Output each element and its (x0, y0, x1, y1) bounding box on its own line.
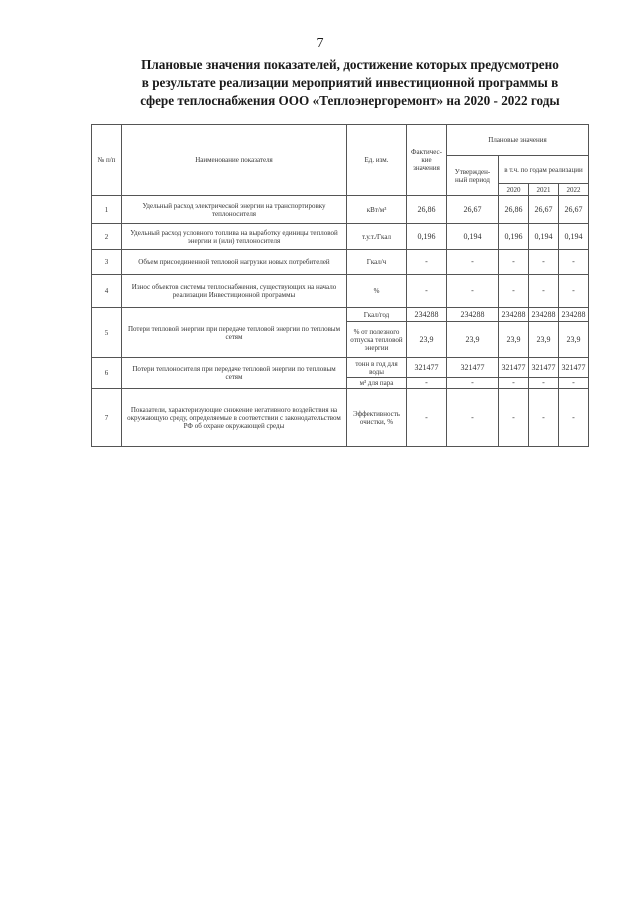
year-2020-value: 234288 (499, 308, 529, 322)
approved-value: 321477 (447, 358, 499, 378)
header-year-2020: 2020 (499, 184, 529, 196)
header-planned: Плановые значения (447, 125, 589, 156)
approved-value: - (447, 378, 499, 389)
year-2022-value: - (559, 250, 589, 275)
year-2022-value: 26,67 (559, 196, 589, 224)
year-2020-value: 23,9 (499, 322, 529, 358)
actual-value: 26,86 (407, 196, 447, 224)
row-number: 7 (92, 389, 122, 447)
year-2020-value: 0,196 (499, 224, 529, 250)
year-2020-value: - (499, 389, 529, 447)
table-row (92, 250, 589, 275)
approved-value: - (447, 250, 499, 275)
unit-cell: Гкал/ч (347, 250, 407, 275)
header-by-years: в т.ч. по годам реализации (499, 156, 589, 184)
year-2021-value: 23,9 (529, 322, 559, 358)
unit-cell: Гкал/год (347, 308, 407, 322)
indicator-name: Потери тепловой энергии при передаче тепловой энергии по тепловым сетям (122, 308, 347, 358)
actual-value: 23,9 (407, 322, 447, 358)
approved-value: 0,194 (447, 224, 499, 250)
row-number: 2 (92, 224, 122, 250)
actual-value: 321477 (407, 358, 447, 378)
year-2022-value: 234288 (559, 308, 589, 322)
row-number: 1 (92, 196, 122, 224)
indicator-name: Износ объектов системы теплоснабжения, существующих на начало реализации Инвестиционной программы (122, 275, 347, 308)
actual-value: 234288 (407, 308, 447, 322)
indicator-name: Потери теплоносителя при передаче тепловой энергии по тепловым сетям (122, 358, 347, 389)
year-2021-value: - (529, 389, 559, 447)
unit-cell: тонн в год для воды (347, 358, 407, 378)
page-number: 7 (316, 36, 324, 51)
year-2021-value: - (529, 378, 559, 389)
approved-value: 23,9 (447, 322, 499, 358)
year-2020-value: 26,86 (499, 196, 529, 224)
indicator-name: Показатели, характеризующие снижение негативного воздействия на окружающую среду, определяемые в соответствии с законодательством РФ об охране окружающей среды (122, 389, 347, 447)
header-no: № п/п (92, 125, 122, 196)
actual-value: - (407, 275, 447, 308)
year-2021-value: 234288 (529, 308, 559, 322)
actual-value: 0,196 (407, 224, 447, 250)
unit-cell: Эффективность очистки, % (347, 389, 407, 447)
table-row (92, 358, 589, 378)
approved-value: 234288 (447, 308, 499, 322)
row-number: 6 (92, 358, 122, 389)
unit-cell: % (347, 275, 407, 308)
year-2021-value: 0,194 (529, 224, 559, 250)
indicator-name: Объем присоединенной тепловой нагрузки новых потребителей (122, 250, 347, 275)
header-row (92, 125, 589, 156)
year-2022-value: 23,9 (559, 322, 589, 358)
title-line-3: сфере теплоснабжения ООО «Теплоэнергоремонт» на 2020 - 2022 годы (140, 93, 560, 108)
actual-value: - (407, 250, 447, 275)
actual-value: - (407, 389, 447, 447)
year-2020-value: 321477 (499, 358, 529, 378)
table-row (92, 275, 589, 308)
approved-value: 26,67 (447, 196, 499, 224)
header-actual: Фактичес-кие значения (407, 125, 447, 196)
year-2020-value: - (499, 378, 529, 389)
year-2022-value: 321477 (559, 358, 589, 378)
header-unit: Ед. изм. (347, 125, 407, 196)
header-year-2022: 2022 (559, 184, 589, 196)
indicators-table (91, 124, 589, 447)
header-name: Наименование показателя (122, 125, 347, 196)
indicator-name: Удельный расход условного топлива на выработку единицы тепловой энергии и (или) теплоносителя (122, 224, 347, 250)
indicator-name: Удельный расход электрической энергии на транспортировку теплоносителя (122, 196, 347, 224)
year-2022-value: 0,194 (559, 224, 589, 250)
header-year-2021: 2021 (529, 184, 559, 196)
table-row (92, 196, 589, 224)
table-row (92, 308, 589, 322)
table-row (92, 389, 589, 447)
year-2021-value: - (529, 275, 559, 308)
year-2022-value: - (559, 389, 589, 447)
unit-cell: % от полезного отпуска тепловой энергии (347, 322, 407, 358)
row-number: 4 (92, 275, 122, 308)
year-2021-value: - (529, 250, 559, 275)
actual-value: - (407, 378, 447, 389)
title-line-2: в результате реализации мероприятий инвестиционной программы в (141, 75, 559, 90)
year-2020-value: - (499, 250, 529, 275)
row-number: 3 (92, 250, 122, 275)
header-approved-period: Утвержден-ный период (447, 156, 499, 196)
document-title (100, 56, 600, 110)
table-row (92, 224, 589, 250)
title-line-1: Плановые значения показателей, достижение которых предусмотрено (141, 57, 559, 72)
year-2022-value: - (559, 275, 589, 308)
year-2020-value: - (499, 275, 529, 308)
unit-cell: кВт/м³ (347, 196, 407, 224)
approved-value: - (447, 389, 499, 447)
year-2021-value: 321477 (529, 358, 559, 378)
approved-value: - (447, 275, 499, 308)
unit-cell: т.у.т./Гкал (347, 224, 407, 250)
unit-cell: м³ для пара (347, 378, 407, 389)
year-2022-value: - (559, 378, 589, 389)
row-number: 5 (92, 308, 122, 358)
year-2021-value: 26,67 (529, 196, 559, 224)
